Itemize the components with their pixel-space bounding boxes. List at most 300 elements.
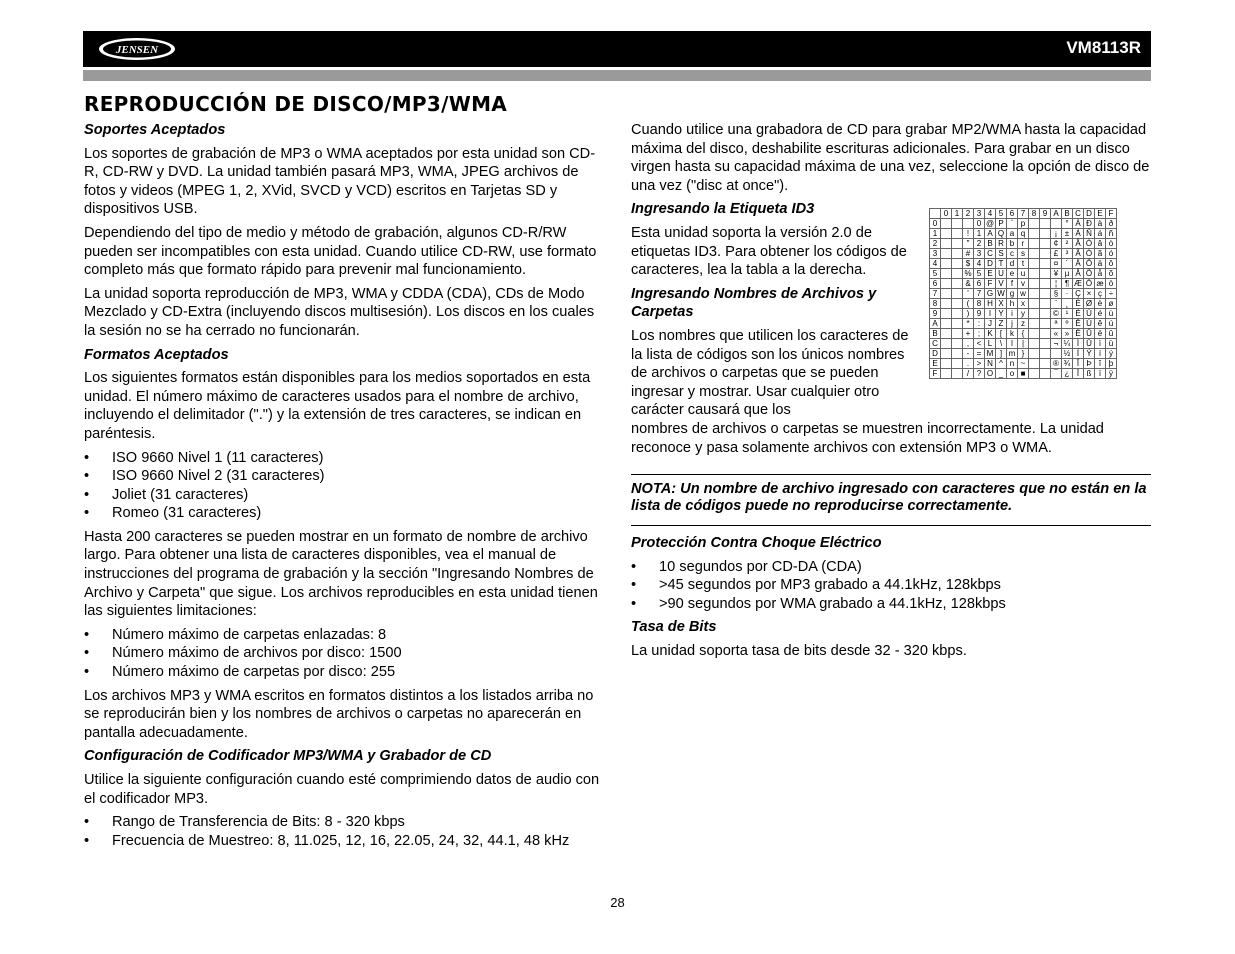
code-table-cell: ä (1095, 259, 1106, 269)
code-table-cell: 8 (974, 299, 985, 309)
code-table-cell: K (985, 329, 996, 339)
code-table-cell (941, 289, 952, 299)
code-table-row-header: 6 (930, 279, 941, 289)
code-table-col-header: 7 (1018, 209, 1029, 219)
code-table-cell (952, 359, 963, 369)
code-table-cell: ¼ (1062, 339, 1073, 349)
code-table-cell: j (1007, 319, 1018, 329)
code-table-cell: 0 (974, 219, 985, 229)
code-table-cell (1029, 329, 1040, 339)
code-table-cell: ) (963, 309, 974, 319)
code-table-cell: n (1007, 359, 1018, 369)
code-table-cell (941, 229, 952, 239)
code-table-cell: F (985, 279, 996, 289)
code-table-cell (1040, 239, 1051, 249)
code-table-cell (1040, 339, 1051, 349)
code-table-cell: t (1018, 259, 1029, 269)
paragraph: nombres de archivos o carpetas se muestren incorrectamente. La unidad reconoce y pasa solamente archivos con extensión MP3 o WMA. (631, 420, 1104, 456)
code-table-cell: Ã (1073, 249, 1084, 259)
code-table-cell (1040, 259, 1051, 269)
code-table-cell: ç (1095, 289, 1106, 299)
code-table-cell (1029, 289, 1040, 299)
code-table-cell (1040, 319, 1051, 329)
code-table-row (930, 219, 1117, 229)
code-table-cell (941, 219, 952, 229)
code-table-cell (941, 279, 952, 289)
code-table-cell: | (1018, 339, 1029, 349)
code-table-cell: k (1007, 329, 1018, 339)
code-table-cell: p (1018, 219, 1029, 229)
code-table-row (930, 239, 1117, 249)
code-table-row (930, 269, 1117, 279)
page-title: REPRODUCCIÓN DE DISCO/MP3/WMA (84, 92, 508, 116)
code-table-row (930, 259, 1117, 269)
code-table-cell: 9 (974, 309, 985, 319)
code-table-cell: ~ (1018, 359, 1029, 369)
code-table-cell: 6 (974, 279, 985, 289)
code-table-cell: À (1073, 219, 1084, 229)
code-table-cell: + (963, 329, 974, 339)
code-table-cell: & (963, 279, 974, 289)
code-table-row-header: A (930, 319, 941, 329)
code-table-cell: ? (974, 369, 985, 379)
code-table-cell: D (985, 259, 996, 269)
code-table-row-header: 1 (930, 229, 941, 239)
code-table-cell: ( (963, 299, 974, 309)
code-table-cell: ¡ (1051, 229, 1062, 239)
code-table-cell: ¾ (1062, 359, 1073, 369)
code-table-cell: ] (996, 349, 1007, 359)
list-item: • Frecuencia de Muestreo: 8, 11.025, 12, 16, 22.05, 24, 32, 44.1, 48 kHz (84, 832, 604, 851)
code-table-row-header: 0 (930, 219, 941, 229)
code-table-col-header: F (1106, 209, 1117, 219)
code-table-cell (1029, 339, 1040, 349)
code-table-cell (1029, 309, 1040, 319)
code-table-cell: ù (1106, 309, 1117, 319)
code-table-cell: Æ (1074, 278, 1082, 288)
code-table-cell: { (1018, 329, 1029, 339)
code-table-cell (1040, 349, 1051, 359)
code-table-cell (952, 299, 963, 309)
code-table-cell: 1 (974, 229, 985, 239)
section-heading: Protección Contra Choque Eléctrico (631, 535, 882, 552)
code-table-cell: ô (1106, 259, 1117, 269)
code-table-cell: \ (996, 339, 1007, 349)
code-table-row-header: 7 (930, 289, 941, 299)
code-table-col-header: 9 (1040, 209, 1051, 219)
code-table-row-header: E (930, 359, 941, 369)
code-table-cell (1040, 309, 1051, 319)
code-table-cell: e (1007, 269, 1018, 279)
paragraph: Esta unidad soporta la versión 2.0 de etiquetas ID3. Para obtener los códigos de caracteres, lea la tabla a la derecha. (631, 224, 907, 279)
code-table-cell: ¢ (1051, 239, 1062, 249)
code-table-cell: ¿ (1062, 369, 1073, 379)
code-table-cell (1040, 219, 1051, 229)
code-table-cell: ¯ (1051, 369, 1062, 379)
code-table-cell: R (996, 239, 1007, 249)
note-text: NOTA: Un nombre de archivo ingresado con caracteres que no están en la lista de códigos puede no reproducirse correctamente. (631, 481, 1147, 515)
code-table-cell: M (985, 349, 996, 359)
code-table-cell (1040, 269, 1051, 279)
code-table-cell: E (985, 269, 996, 279)
code-table-row-header: C (930, 339, 941, 349)
code-table-cell: Z (996, 319, 1007, 329)
protection-list (631, 558, 1151, 614)
code-table-cell: N (985, 359, 996, 369)
paragraph: Cuando utilice una grabadora de CD para grabar MP2/WMA hasta la capacidad máxima del disco, deshabilite escrituras adicionales. Para grabar en un disco virgen hasta su capacidad máxima de una vez, seleccione la opción de disco de una vez ("disc at once"). (631, 122, 1150, 194)
code-table-row-header: D (930, 349, 941, 359)
code-table-cell (941, 309, 952, 319)
code-table-cell (952, 249, 963, 259)
code-table-cell: ü (1106, 339, 1117, 349)
code-table-row-header: 2 (930, 239, 941, 249)
character-code-table (929, 208, 1117, 379)
code-table-cell: x (1018, 299, 1029, 309)
code-table-cell: Þ (1084, 359, 1095, 369)
code-table-cell: ² (1062, 239, 1073, 249)
code-table-cell: b (1007, 239, 1018, 249)
code-table-row-header: 4 (930, 259, 941, 269)
code-table-cell (952, 259, 963, 269)
code-table-cell: @ (985, 218, 995, 228)
code-table-cell (941, 329, 952, 339)
code-table-col-header (930, 209, 941, 219)
code-table-cell (941, 259, 952, 269)
code-table-cell (952, 229, 963, 239)
code-table-cell (1040, 279, 1051, 289)
code-table-cell: Ê (1073, 319, 1084, 329)
code-table-cell: Û (1084, 329, 1095, 339)
format-list (84, 449, 604, 523)
code-table-cell: é (1095, 309, 1106, 319)
code-table-cell (1029, 299, 1040, 309)
code-table-cell: ß (1084, 369, 1095, 379)
code-table-cell: á (1095, 229, 1106, 239)
code-table-cell: i (1007, 309, 1018, 319)
code-table-cell: ³ (1062, 249, 1073, 259)
code-table-cell: > (974, 359, 985, 369)
code-table-cell: s (1018, 249, 1029, 259)
code-table-cell: ¬ (1051, 339, 1062, 349)
code-table-row (930, 329, 1117, 339)
code-table-cell: ð (1106, 219, 1117, 229)
code-table-cell: / (963, 369, 974, 379)
code-table-cell: Ö (1084, 279, 1095, 289)
code-table-col-header: 6 (1007, 209, 1018, 219)
code-table-row (930, 319, 1117, 329)
code-table-cell: ë (1095, 329, 1106, 339)
section-heading: Configuración de Codificador MP3/WMA y Grabador de CD (84, 748, 492, 765)
code-table-cell: 2 (974, 239, 985, 249)
list-item: • 10 segundos por CD-DA (CDA) (631, 558, 1151, 577)
list-item: • ISO 9660 Nivel 2 (31 caracteres) (84, 467, 604, 486)
code-table-row (930, 369, 1117, 379)
code-table-col-header: 2 (963, 209, 974, 219)
code-table-cell: v (1018, 279, 1029, 289)
code-table-cell (963, 219, 974, 229)
code-table-cell: ê (1095, 319, 1106, 329)
jensen-logo (97, 36, 177, 62)
code-table-cell: ò (1106, 239, 1117, 249)
code-table-cell: X (996, 299, 1007, 309)
code-table-cell: ¦ (1051, 279, 1062, 289)
code-table-cell (952, 219, 963, 229)
code-table-cell: Å (1073, 269, 1084, 279)
code-table-cell: Ï (1073, 369, 1084, 379)
list-item: • ISO 9660 Nivel 1 (11 caracteres) (84, 449, 604, 468)
code-table-cell: ý (1106, 349, 1117, 359)
code-table-cell: £ (1051, 249, 1062, 259)
code-table-cell: ¶ (1062, 279, 1073, 289)
list-item: • Número máximo de archivos por disco: 1500 (84, 644, 604, 663)
code-table-cell: Ì (1073, 339, 1084, 349)
code-table-cell: A (985, 229, 996, 239)
paragraph: La unidad soporta tasa de bits desde 32 - 320 kbps. (631, 643, 967, 660)
code-table-cell: ° (1062, 219, 1073, 229)
code-table-cell: ½ (1062, 349, 1073, 359)
code-table-cell (952, 289, 963, 299)
code-table-cell: © (1051, 309, 1062, 319)
code-table-cell (952, 369, 963, 379)
code-table-cell (941, 339, 952, 349)
code-table-cell: å (1095, 269, 1106, 279)
section-heading: Soportes Aceptados (84, 122, 226, 138)
model-name: VM8113R (1066, 38, 1141, 57)
code-table-cell: Ç (1073, 289, 1084, 299)
code-table-cell: = (974, 349, 985, 359)
paragraph: Dependiendo del tipo de medio y método de grabación, algunos CD-R/RW pueden ser incompatibles con esta unidad. Cuando utilice CD-RW, use formato completo más que formato rápido para prevenir mal funcionamiento. (84, 224, 597, 279)
code-table-cell: o (1007, 369, 1018, 379)
code-table-cell: u (1018, 269, 1029, 279)
code-table-cell: Î (1073, 359, 1084, 369)
code-table-cell: Ñ (1084, 229, 1095, 239)
code-table-row (930, 229, 1117, 239)
code-table-cell: B (985, 239, 996, 249)
code-table-cell: É (1073, 309, 1084, 319)
code-table-header-row (930, 209, 1117, 219)
code-table-cell (1029, 269, 1040, 279)
code-table-cell: ú (1106, 319, 1117, 329)
code-table-cell: · (1062, 289, 1073, 299)
code-table-cell: , (963, 339, 974, 349)
code-table-cell: W (997, 288, 1005, 298)
code-table-cell (941, 369, 952, 379)
code-table-cell (1029, 349, 1040, 359)
code-table-row-header: 8 (930, 299, 941, 309)
code-table-cell: » (1062, 329, 1073, 339)
code-table-cell (1029, 239, 1040, 249)
code-table-cell: þ (1106, 359, 1117, 369)
code-table-cell: ■ (1018, 369, 1029, 379)
code-table-cell: Â (1073, 239, 1084, 249)
code-table-cell: d (1007, 259, 1018, 269)
code-table-cell (1040, 289, 1051, 299)
header-bar (83, 31, 1151, 67)
code-table-cell: * (963, 319, 974, 329)
code-table-cell: O (985, 369, 996, 379)
code-table-cell (941, 269, 952, 279)
code-table-col-header: B (1062, 209, 1073, 219)
code-table-cell: Ø (1084, 299, 1095, 309)
code-table-cell: r (1018, 239, 1029, 249)
code-table-cell: P (996, 219, 1007, 229)
code-table-cell: ¥ (1051, 269, 1062, 279)
code-table-cell (1029, 219, 1040, 229)
code-table-cell: ` (1007, 219, 1018, 229)
list-item: • Rango de Transferencia de Bits: 8 - 320 kbps (84, 813, 604, 832)
code-table-cell: U (996, 269, 1007, 279)
paragraph: La unidad soporta reproducción de MP3, WMA y CDDA (CDA), CDs de Modo Mezclado y CD-Extra (incluyendo discos multisesión). Los discos en los cuales la sesión no se ha cerrado no funcionarán. (84, 285, 595, 339)
paragraph: Los nombres que utilicen los caracteres de la lista de códigos son los únicos nombres de archivos o carpetas que se pueden ingresar y mostrar. Usar cualquier otro carácter causará que los (631, 327, 909, 419)
code-table-cell: # (963, 249, 974, 259)
code-table-cell (952, 239, 963, 249)
code-table-col-header: 5 (996, 209, 1007, 219)
code-table-col-header: C (1073, 209, 1084, 219)
code-table-cell: S (996, 249, 1007, 259)
code-table-cell: _ (996, 369, 1007, 379)
code-table-cell: I (985, 309, 996, 319)
code-table-cell: è (1095, 299, 1106, 309)
code-table-cell: § (1051, 289, 1062, 299)
gray-bar (83, 70, 1151, 81)
code-table-cell: ÷ (1106, 289, 1117, 299)
code-table-cell: : (974, 319, 985, 329)
code-table-cell (941, 349, 952, 359)
list-item: • Número máximo de carpetas enlazadas: 8 (84, 626, 604, 645)
code-table-cell (1040, 229, 1051, 239)
code-table-cell (1051, 219, 1062, 229)
code-table-row (930, 299, 1117, 309)
code-table-cell (952, 319, 963, 329)
code-table-cell: C (985, 249, 996, 259)
limits-list (84, 626, 604, 682)
code-table-cell: ; (974, 329, 985, 339)
code-table-cell: . (963, 359, 974, 369)
code-table-cell: T (996, 259, 1007, 269)
code-table-cell: 3 (974, 249, 985, 259)
code-table-cell: ¤ (1051, 259, 1062, 269)
code-table-cell (1029, 229, 1040, 239)
code-table-cell (1040, 359, 1051, 369)
code-table-col-header: 0 (941, 209, 952, 219)
list-item: • Joliet (31 caracteres) (84, 486, 604, 505)
code-table-cell (941, 319, 952, 329)
code-table-cell (1029, 359, 1040, 369)
code-table-cell: î (1095, 359, 1106, 369)
code-table-cell: ã (1095, 249, 1106, 259)
code-table-col-header: 4 (985, 209, 996, 219)
code-table-row (930, 279, 1117, 289)
code-table-cell: Ù (1084, 309, 1095, 319)
list-item: • Número máximo de carpetas por disco: 255 (84, 663, 604, 682)
code-table-cell: º (1062, 319, 1073, 329)
code-table-cell (941, 299, 952, 309)
code-table-cell: Ð (1084, 219, 1095, 229)
code-table-row (930, 289, 1117, 299)
code-table-cell: H (985, 299, 996, 309)
code-table-cell (1051, 349, 1062, 359)
code-table-cell: 5 (974, 269, 985, 279)
code-table-col-header: 8 (1029, 209, 1040, 219)
paragraph: Los archivos MP3 y WMA escritos en formatos distintos a los listados arriba no se reproducirán bien y los nombres de archivos o carpetas no aparecerán en pantalla adecuadamente. (84, 687, 594, 741)
section-heading: Formatos Aceptados (84, 346, 229, 363)
page-number: 28 (610, 895, 625, 910)
svg-text:JENSEN: JENSEN (115, 44, 159, 56)
code-table-cell: Y (996, 309, 1007, 319)
code-table-cell: q (1018, 229, 1029, 239)
paragraph: Los siguientes formatos están disponibles para los medios soportados en esta unidad. El número máximo de caracteres usados para el nombre de archivo, incluyendo el delimitador (".") y la extensión de tres caracteres, se indican en paréntesis. (84, 370, 591, 442)
code-table-cell: G (985, 289, 996, 299)
code-table-cell: a (1007, 229, 1018, 239)
code-table-row-header: 9 (930, 309, 941, 319)
code-table-cell: 7 (974, 289, 985, 299)
code-table-cell (1040, 249, 1051, 259)
code-table-cell: Ò (1084, 239, 1095, 249)
code-table-cell: ± (1062, 229, 1073, 239)
code-table-row-header: F (930, 369, 941, 379)
list-item: • >90 segundos por WMA grabado a 44.1kHz, 128kbps (631, 595, 1151, 614)
code-table-cell: % (964, 268, 972, 278)
code-table-cell: l (1007, 339, 1018, 349)
code-table-cell: ï (1095, 369, 1106, 379)
code-table-row-header: 5 (930, 269, 941, 279)
paragraph: Los soportes de grabación de MP3 o WMA aceptados por esta unidad son CD-R, CD-RW y DVD. La unidad también pasará MP3, WMA, JPEG archivos de fotos y videos (MPEG 1, 2, XVid, SVCD y VCD) escritos en Tarjetas SD y dispositivos USB. (84, 145, 596, 218)
code-table-col-header: D (1084, 209, 1095, 219)
code-table-cell: ^ (996, 359, 1007, 369)
code-table-cell: æ (1096, 278, 1104, 288)
section-heading: Tasa de Bits (631, 619, 717, 636)
code-table-cell: < (974, 339, 985, 349)
code-table-cell: Q (996, 229, 1007, 239)
section-heading: Ingresando la Etiqueta ID3 (631, 201, 815, 218)
code-table-cell: × (1084, 289, 1095, 299)
code-table-row (930, 249, 1117, 259)
paragraph: Utilice la siguiente configuración cuando esté comprimiendo datos de audio con el codificador MP3. (84, 772, 600, 807)
code-table-cell (952, 279, 963, 289)
right-column (631, 121, 1151, 666)
code-table-cell: µ (1062, 269, 1073, 279)
code-table-cell: } (1018, 349, 1029, 359)
code-table-cell: È (1073, 299, 1084, 309)
code-table-col-header: 1 (952, 209, 963, 219)
code-table-row (930, 339, 1117, 349)
code-table-cell (1040, 299, 1051, 309)
code-table-cell: m (1007, 349, 1018, 359)
code-table-cell: Ó (1084, 249, 1095, 259)
code-table-cell: ª (1051, 319, 1062, 329)
code-table-cell: ! (963, 229, 974, 239)
code-table-cell (941, 359, 952, 369)
code-table-cell: ´ (1062, 259, 1073, 269)
code-table-cell (952, 339, 963, 349)
code-table-cell: c (1007, 249, 1018, 259)
code-table-col-header: 3 (974, 209, 985, 219)
code-table-cell: ¹ (1062, 309, 1073, 319)
code-table-cell: f (1007, 279, 1018, 289)
code-table-cell: Ü (1084, 339, 1095, 349)
left-column (84, 121, 604, 855)
code-table-cell (952, 349, 963, 359)
code-table-col-header: A (1051, 209, 1062, 219)
code-table-cell: ' (963, 289, 974, 299)
code-table-cell: Í (1073, 349, 1084, 359)
code-table-cell: Ý (1084, 349, 1095, 359)
code-table-cell: J (985, 319, 996, 329)
code-table-cell: Ä (1073, 259, 1084, 269)
code-table-cell: w (1018, 289, 1029, 299)
code-table-cell: ¸ (1062, 299, 1073, 309)
code-table-row-header: 3 (930, 249, 941, 259)
